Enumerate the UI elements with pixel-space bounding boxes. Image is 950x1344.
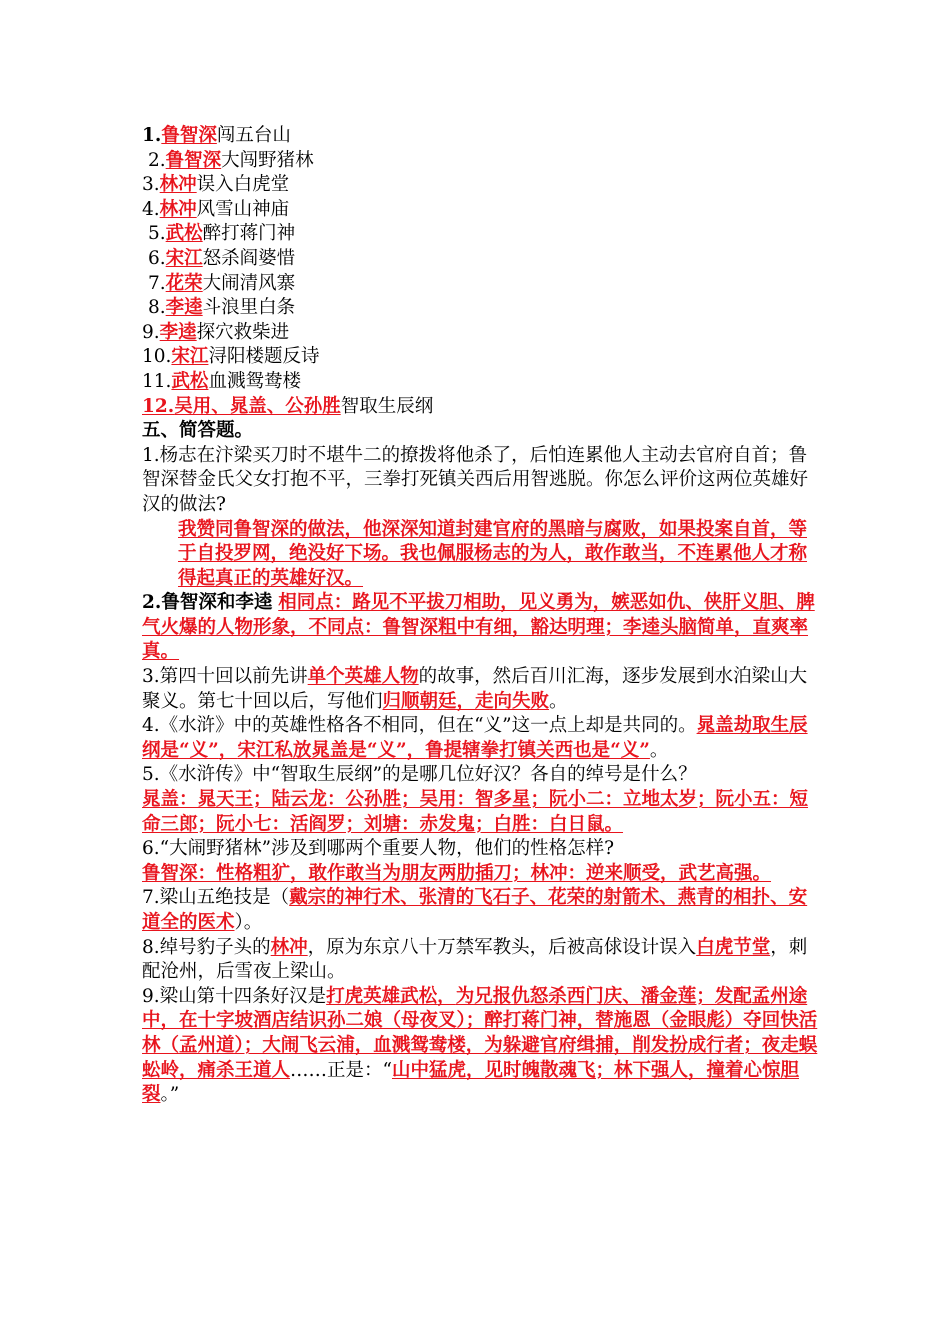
list-item: [142, 296, 822, 321]
question-3: [142, 665, 822, 714]
question-answer-line: [142, 985, 822, 1108]
item-number: 12.: [142, 395, 175, 417]
answer: 戴宗的神行术、张清的飞石子、花荣的射箭术、燕青的相扑、安道全的医术: [142, 887, 808, 933]
list-item: [142, 222, 822, 247]
list-item: [142, 395, 822, 420]
list-item: [142, 173, 822, 198]
hero-name: 鲁智深: [161, 125, 217, 146]
question-text: 1.杨志在汴梁买刀时不堪牛二的撩拨将他杀了，后怕连累他人主动去官府自首；鲁智深替金氏父女打抱不平，三拳打死镇关西后用智逃脱。你怎么评价这两位英雄好汉的做法?: [142, 444, 809, 515]
hero-name: 武松: [171, 370, 209, 392]
list-item: [142, 370, 822, 395]
answer: 鲁智深：性格粗犷，敢作敢当为朋友两肋插刀；林冲：逆来顺受，武艺高强。: [142, 862, 772, 884]
hero-name: 吴用、晁盖、公孙胜: [174, 395, 341, 417]
separator: ，: [406, 739, 426, 761]
item-number: 7.: [148, 272, 166, 294]
section-title: 五、简答题。: [142, 420, 254, 442]
list-item: [142, 198, 822, 223]
answer-text: [142, 518, 822, 592]
event-name: 血溅鸳鸯楼: [208, 370, 301, 392]
hero-name: 林冲: [159, 198, 197, 220]
answer: 鲁提辖拳打镇关西也是“义”: [425, 739, 650, 761]
item-number: 2.: [148, 149, 166, 171]
item-number: 4.: [142, 198, 160, 220]
event-name: 大闯野猪林: [221, 149, 314, 171]
question-text: 9.梁山第十四条好汉是: [142, 985, 327, 1007]
list-item: [142, 149, 822, 174]
question-text: ）。: [234, 912, 263, 933]
question-text: 3.第四十回以前先讲: [142, 666, 308, 688]
hero-name: 宋江: [165, 247, 203, 269]
list-item: [142, 247, 822, 272]
hero-name: 李逵: [159, 321, 197, 343]
question-1: [142, 444, 822, 592]
item-number: 8.: [148, 297, 166, 319]
separator: ，: [437, 985, 456, 1007]
event-name: 怒杀阎婆惜: [202, 247, 296, 269]
answer: 山中猛虎，见时魄散魂飞；林下强人，撞着心惊胆裂: [142, 1059, 799, 1106]
item-number: 10.: [142, 346, 172, 368]
event-name: 浔阳楼题反诗: [208, 346, 320, 368]
event-name: 探穴救柴进: [196, 321, 290, 343]
hero-name: 林冲: [159, 174, 197, 196]
event-name: 风雪山神庙: [196, 198, 290, 220]
event-name: 误入白虎堂: [196, 174, 290, 196]
event-name: 斗浪里白条: [202, 297, 296, 319]
answer: 归顺朝廷，走向失败: [382, 690, 550, 712]
question-7: [142, 886, 822, 935]
event-name: 大闹清风寨: [202, 272, 296, 294]
question-text: 4.《水浒》中的英雄性格各不相同，但在“义”这一点上却是共同的。: [142, 715, 697, 737]
hero-name: 花荣: [165, 272, 203, 294]
answer: 为兄报仇怒杀西门庆、潘金莲；发配孟州途中，在十字坡酒店结识孙二娘（母夜叉）；醉打蒋门神，替施恩（金眼彪）夺回快活林（孟州道）；大闹飞云浦，血溅鸳鸯楼，为躲避官府缉捕，削发扮成行者；夜走蜈蚣岭，痛杀王道人: [142, 985, 818, 1081]
question-text: 的故事，然后百川汇海，逐步发展到水泊梁山大聚义。第七十回以后，写他们: [142, 666, 808, 712]
question-answer-line: [142, 714, 822, 763]
question-text: 。: [549, 690, 568, 712]
document-page: [142, 124, 822, 1108]
question-text: 5.《水浒传》中“智取生辰纲”的是哪几位好汉？各自的绰号是什么？: [142, 764, 697, 786]
item-number: 6.: [148, 247, 166, 269]
hero-name: 鲁智深: [165, 149, 222, 171]
item-number: 9.: [142, 321, 160, 343]
event-name: 智取生辰纲: [340, 395, 434, 417]
question-text: 8.绰号豹子头的: [142, 936, 271, 958]
answer: 打虎英雄武松: [326, 985, 438, 1007]
question-answer-line: [142, 591, 822, 665]
question-text: 7.梁山五绝技是（: [142, 887, 290, 909]
question-text: 2.鲁智深和李逵: [142, 592, 273, 614]
question-answer-line: [142, 665, 822, 714]
question-answer-line: [142, 936, 822, 985]
answer: 晁盖劫取生辰纲是“义”: [142, 715, 808, 761]
answer: 我赞同鲁智深的做法，他深深知道封建官府的黑暗与腐败，如果投案自首，等于自投罗网，绝没好下场。我也佩服杨志的为人，敢作敢当，不连累他人才称得起真正的英雄好汉。: [178, 518, 808, 589]
question-6: [142, 837, 822, 886]
answer-text: [142, 788, 822, 837]
list-item: [142, 124, 822, 149]
answer: 单个英雄人物: [307, 666, 419, 688]
question-8: [142, 936, 822, 985]
list-item: [142, 345, 822, 370]
question-9: [142, 985, 822, 1108]
question-text: ，刺配沧州，后雪夜上梁山。: [142, 936, 808, 983]
question-4: [142, 714, 822, 763]
question-text: ，原为东京八十万禁军教头，后被高俅设计误入: [307, 936, 697, 958]
hero-name: 李逵: [165, 297, 203, 319]
hero-name: 宋江: [171, 346, 209, 368]
event-name: 醉打蒋门神: [202, 223, 296, 245]
question-text: 。”: [160, 1084, 180, 1106]
question-2: [142, 591, 822, 665]
answer: 晁盖：晁天王；陆云龙：公孙胜；吴用：智多星；阮小二：立地太岁；阮小五：短命三郎；阮小七：活阎罗；刘塘：赤发鬼；白胜：白日鼠。: [142, 789, 809, 835]
separator: ，: [218, 739, 238, 761]
answer: 相同点：路见不平拔刀相助，见义勇为，嫉恶如仇、侠肝义胆、脾气火爆的人物形象，不同点：鲁智深粗中有细，豁达明理；李逵头脑简单，直爽率真。: [142, 592, 815, 663]
item-number: 5.: [148, 223, 166, 245]
question-text: ……正是：“: [290, 1059, 392, 1081]
item-number: 11.: [142, 370, 172, 392]
item-number: 3.: [142, 174, 160, 196]
hero-name: 武松: [165, 223, 203, 245]
answer: 林冲: [270, 936, 308, 958]
answer-text: [142, 862, 822, 887]
answer: 宋江私放晁盖是“义”: [237, 739, 407, 761]
list-item: [142, 321, 822, 346]
hero-event-list: [142, 124, 822, 419]
answer: 白虎节堂: [696, 936, 771, 958]
question-5: [142, 763, 822, 837]
question-answer-line: [142, 886, 822, 935]
item-number: 1.: [142, 125, 162, 146]
question-text: 6.“大闹野猪林”涉及到哪两个重要人物，他们的性格怎样?: [142, 838, 614, 860]
event-name: 闯五台山: [216, 125, 291, 146]
question-text: 。: [649, 739, 669, 761]
list-item: [142, 272, 822, 297]
